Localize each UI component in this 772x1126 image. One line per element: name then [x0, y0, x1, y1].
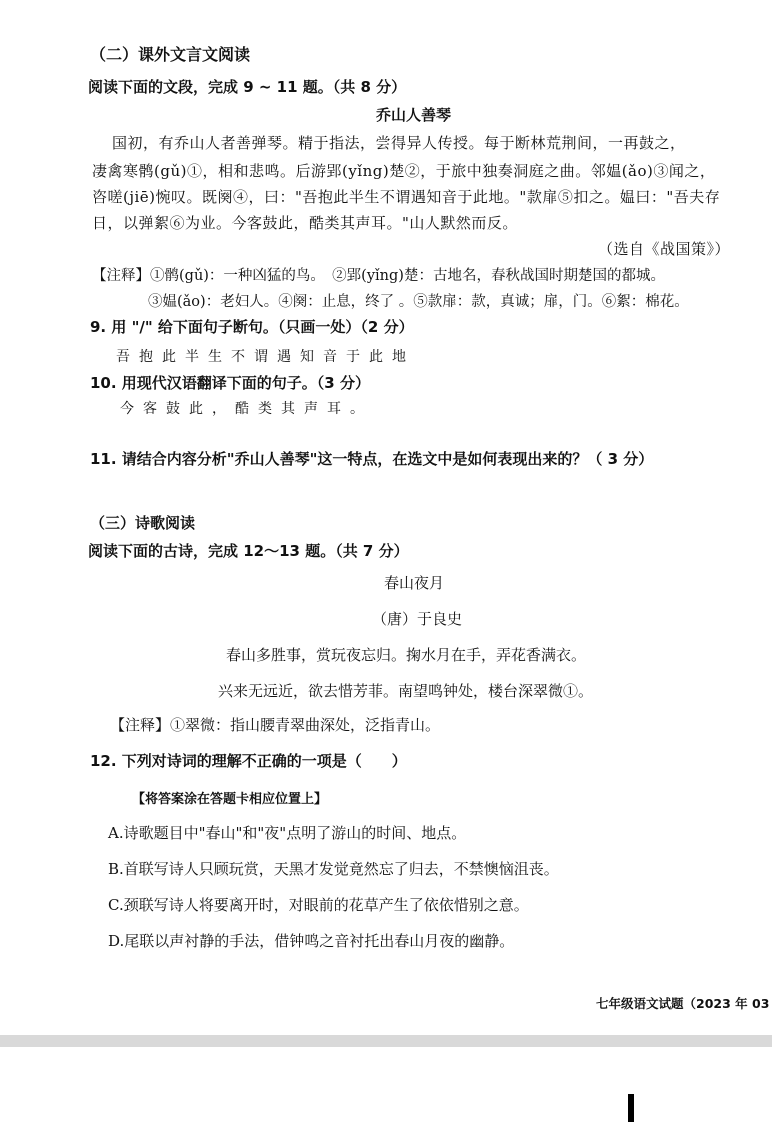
section3-heading: （三）诗歌阅读 [90, 514, 196, 532]
section2-heading: （二）课外文言文阅读 [90, 45, 251, 64]
option-b: B.首联写诗人只顾玩赏，天黑才发觉竟然忘了归去，不禁懊恼沮丧。 [108, 860, 559, 878]
poem-note: 【注释】①翠微：指山腰青翠曲深处，泛指青山。 [110, 716, 441, 734]
notes-line-2: ③媪(ǎo)：老妇人。④阕：止息，终了 。⑤款扉：款，真诚；扉，门。⑥絮：棉花。 [148, 294, 689, 310]
poem-author: （唐）于良史 [372, 610, 463, 628]
scan-mark [628, 1094, 634, 1122]
option-a: A.诗歌题目中"春山"和"夜"点明了游山的时间、地点。 [108, 824, 467, 842]
passage-line-2: 凄禽寒鹘(gǔ)①，相和悲鸣。后游郢(yǐng)楚②，于旅中独奏洞庭之曲。邻媪(ǎo)③闻之， [92, 162, 716, 180]
section3-instruction: 阅读下面的古诗，完成 12～13 题。（共 7 分） [88, 542, 409, 560]
question-12: 12. 下列对诗词的理解不正确的一项是（ ） [90, 752, 407, 770]
option-c: C.颈联写诗人将要离开时，对眼前的花草产生了依依惜别之意。 [108, 896, 529, 914]
section2-instruction: 阅读下面的文段，完成 9 ~ 11 题。（共 8 分） [88, 78, 407, 96]
page-separator [0, 1035, 772, 1047]
poem-line-1: 春山多胜事，赏玩夜忘归。掬水月在手，弄花香满衣。 [226, 646, 587, 664]
question-10: 10. 用现代汉语翻译下面的句子。（3 分） [90, 374, 370, 392]
passage-line-1: 国初，有乔山人者善弹琴。精于指法，尝得异人传授。每于断林荒荆间，一再鼓之， [112, 134, 686, 152]
q12-hint: 【将答案涂在答题卡相应位置上】 [132, 792, 328, 807]
q10-sentence: 今客鼓此，酷类其声耳。 [120, 401, 373, 417]
passage-source: （选自《战国策》） [598, 240, 731, 258]
page-footer: 七年级语文试题（2023 年 03 [596, 996, 770, 1011]
passage-title: 乔山人善琴 [376, 106, 452, 124]
option-d: D.尾联以声衬静的手法，借钟鸣之音衬托出春山月夜的幽静。 [108, 932, 515, 950]
poem-line-2: 兴来无远近，欲去惜芳菲。南望鸣钟处，楼台深翠微①。 [218, 682, 594, 700]
question-11: 11. 请结合内容分析"乔山人善琴"这一特点，在选文中是如何表现出来的？（ 3 分） [90, 450, 654, 468]
q9-sentence: 吾抱此半生不谓遇知音于此地 [116, 349, 415, 365]
passage-line-3: 咨嗟(jiē)惋叹。既阕④，曰："吾抱此半生不谓遇知音于此地。"款扉⑤扣之。媪曰："吾夫存 [92, 188, 721, 206]
poem-title: 春山夜月 [384, 574, 445, 592]
passage-line-4: 日，以弹絮⑥为业。今客鼓此，酷类其声耳。"山人默然而反。 [92, 214, 518, 232]
notes-line-1: 【注释】①鹘(gǔ)：一种凶猛的鸟。 ②郢(yǐng)楚：古地名，春秋战国时期楚国的都城。 [92, 268, 665, 284]
question-9: 9. 用 "/" 给下面句子断句。（只画一处）（2 分） [90, 318, 414, 336]
